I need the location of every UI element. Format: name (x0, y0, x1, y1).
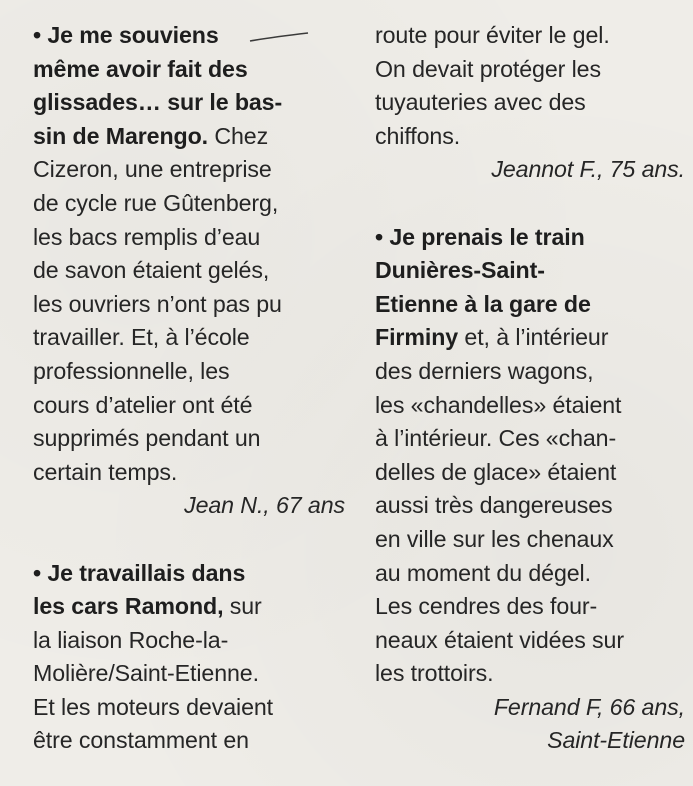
body-fragment: sur (223, 593, 262, 620)
body-fragment: Chez (208, 122, 269, 149)
body-line: route pour éviter le gel. (375, 22, 610, 48)
body-line: Cizeron, une entreprise (33, 156, 272, 183)
lead-line: • Je prenais le train (375, 223, 585, 250)
body-line: Molière/Saint-Etienne. (33, 660, 259, 687)
left-column (33, 19, 345, 758)
body-line: neaux étaient vidées sur (375, 626, 624, 653)
body-line: certain temps. (33, 458, 178, 485)
lead-line: Etienne à la gare de (375, 290, 591, 317)
body-line: la liaison Roche-la- (33, 626, 229, 653)
paragraph-gap (375, 187, 685, 221)
signature: Fernand F, 66 ans, (493, 693, 685, 720)
body-line: de savon étaient gelés, (33, 257, 270, 284)
paragraph-gap (33, 523, 345, 557)
body-line: supprimés pendant un (33, 425, 261, 452)
lead-line: glissades… sur le bas- (33, 89, 283, 116)
body-line: aussi très dangereuses (375, 492, 613, 519)
lead-fragment: les cars Ramond, (33, 593, 224, 620)
lead-line: • Je travaillais dans (33, 559, 246, 586)
signature-location: Saint-Etienne (547, 727, 685, 754)
body-line: en ville sur les chenaux (375, 525, 614, 552)
lead-line: même avoir fait des (33, 55, 248, 82)
body-line: les bacs remplis d’eau (33, 223, 261, 250)
body-fragment: et, à l’intérieur (458, 324, 609, 351)
body-line: à l’intérieur. Ces «chan- (375, 425, 617, 452)
lead-line: Dunières-Saint- (375, 257, 545, 284)
body-line: être constamment en (33, 727, 249, 754)
body-line: Et les moteurs devaient (33, 693, 274, 720)
body-line: les «chandelles» étaient (375, 391, 622, 418)
signature: Jean N., 67 ans (184, 492, 345, 519)
body-line: tuyauteries avec des (375, 89, 586, 116)
body-line: les trottoirs. (375, 660, 494, 687)
pen-stroke-mark (248, 31, 310, 43)
body-line: chiffons. (375, 122, 461, 149)
lead-line: • Je me souviens (33, 22, 219, 48)
signature: Jeannot F., 75 ans. (491, 156, 685, 183)
lead-fragment: sin de Marengo. (33, 122, 209, 149)
body-line: les ouvriers n’ont pas pu (33, 290, 282, 317)
mixed-line (375, 321, 685, 355)
body-line: On devait protéger les (375, 55, 601, 82)
mixed-line (33, 590, 345, 624)
body-line: au moment du dégel. (375, 559, 591, 586)
body-line: professionnelle, les (33, 357, 230, 384)
body-line: de cycle rue Gûtenberg, (33, 189, 279, 216)
body-line: delles de glace» étaient (375, 458, 617, 485)
mixed-line (33, 120, 345, 154)
body-line: cours d’atelier ont été (33, 391, 253, 418)
body-line: des derniers wagons, (375, 357, 594, 384)
body-line: travailler. Et, à l’école (33, 324, 250, 351)
body-line: Les cendres des four- (375, 593, 598, 620)
right-column (375, 19, 685, 758)
lead-fragment: Firminy (375, 324, 459, 351)
